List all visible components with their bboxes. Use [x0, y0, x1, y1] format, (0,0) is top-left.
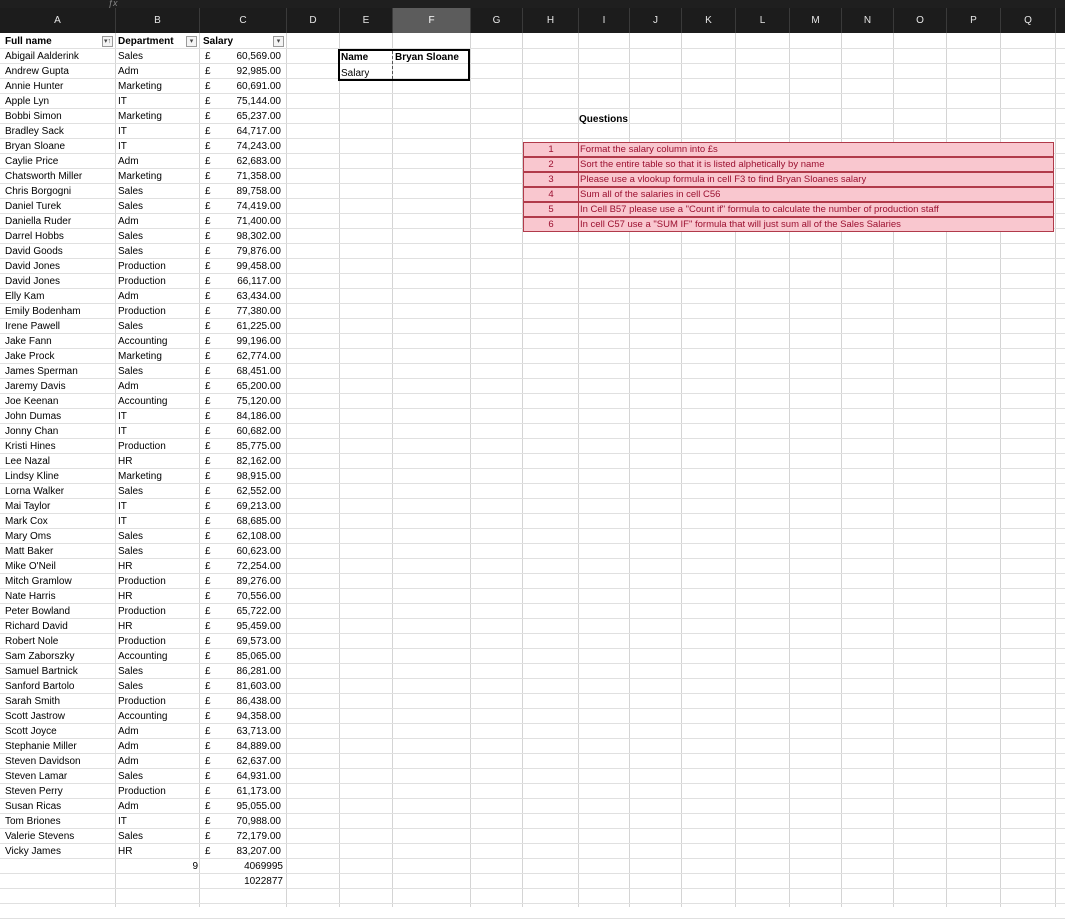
- currency-symbol: £: [205, 201, 211, 212]
- cell-salary[interactable]: 83,207.00: [236, 846, 281, 857]
- cell-full-name[interactable]: Bradley Sack: [5, 126, 64, 137]
- cell-department[interactable]: Sales: [118, 231, 144, 242]
- currency-symbol: £: [205, 186, 211, 197]
- currency-symbol: £: [205, 396, 211, 407]
- currency-symbol: £: [205, 291, 211, 302]
- cell-salary[interactable]: 61,173.00: [236, 786, 281, 797]
- cell-salary[interactable]: 65,722.00: [236, 606, 281, 617]
- cell-department[interactable]: Adm: [118, 801, 139, 812]
- cell-salary[interactable]: 70,988.00: [236, 816, 281, 827]
- currency-symbol: £: [205, 501, 211, 512]
- column-header-q[interactable]: Q: [1001, 8, 1056, 33]
- cell-full-name[interactable]: Annie Hunter: [5, 81, 64, 92]
- cell-salary[interactable]: 60,623.00: [236, 546, 281, 557]
- cell-full-name[interactable]: Susan Ricas: [5, 801, 62, 812]
- cell-salary[interactable]: 75,120.00: [236, 396, 281, 407]
- cell-salary[interactable]: 63,713.00: [236, 726, 281, 737]
- question-text: Sum all of the salaries in cell C56: [580, 189, 721, 200]
- cell-department[interactable]: Marketing: [118, 471, 162, 482]
- currency-symbol: £: [205, 216, 211, 227]
- header-department[interactable]: Department: [118, 36, 174, 47]
- currency-symbol: £: [205, 486, 211, 497]
- cell-salary[interactable]: 63,434.00: [236, 291, 281, 302]
- currency-symbol: £: [205, 261, 211, 272]
- cell-full-name[interactable]: Tom Briones: [5, 816, 61, 827]
- cell-full-name[interactable]: Steven Lamar: [5, 771, 68, 782]
- fx-icon: ƒx: [108, 0, 118, 8]
- question-row[interactable]: [523, 202, 1054, 217]
- cell-full-name[interactable]: Apple Lyn: [5, 96, 50, 107]
- cell-full-name[interactable]: Stephanie Miller: [5, 741, 77, 752]
- currency-symbol: £: [205, 231, 211, 242]
- cell-full-name[interactable]: Caylie Price: [5, 156, 59, 167]
- cell-salary[interactable]: 84,186.00: [236, 411, 281, 422]
- question-text: Please use a vlookup formula in cell F3 to find Bryan Sloanes salary: [580, 174, 867, 185]
- cell-full-name[interactable]: Kristi Hines: [5, 441, 56, 452]
- currency-symbol: £: [205, 336, 211, 347]
- cell-salary[interactable]: 62,683.00: [236, 156, 281, 167]
- cell-salary[interactable]: 62,108.00: [236, 531, 281, 542]
- cell-department[interactable]: IT: [118, 411, 127, 422]
- cell-sum-salaries[interactable]: 4069995: [244, 861, 283, 872]
- question-number: 2: [524, 158, 579, 171]
- currency-symbol: £: [205, 246, 211, 257]
- currency-symbol: £: [205, 66, 211, 77]
- question-text: In Cell B57 please use a "Count if" formula to calculate the number of production staff: [580, 204, 939, 215]
- grid-column-line: [286, 33, 287, 907]
- question-text: Format the salary column into £s: [580, 144, 718, 155]
- column-header-p[interactable]: P: [947, 8, 1001, 33]
- column-header-b[interactable]: B: [116, 8, 200, 33]
- lookup-name-value[interactable]: Bryan Sloane: [395, 52, 459, 63]
- cell-department[interactable]: Marketing: [118, 81, 162, 92]
- cell-full-name[interactable]: Scott Jastrow: [5, 711, 66, 722]
- cell-department[interactable]: Marketing: [118, 351, 162, 362]
- cell-salary[interactable]: 99,196.00: [236, 336, 281, 347]
- question-row[interactable]: [523, 142, 1054, 157]
- cell-salary[interactable]: 74,419.00: [236, 201, 281, 212]
- cell-full-name[interactable]: Robert Nole: [5, 636, 59, 647]
- column-header-m[interactable]: M: [790, 8, 842, 33]
- cell-department[interactable]: Marketing: [118, 171, 162, 182]
- cell-department[interactable]: Accounting: [118, 336, 168, 347]
- lookup-name-label: Name: [341, 52, 369, 63]
- column-header-f[interactable]: F: [393, 8, 471, 33]
- cell-salary[interactable]: 64,717.00: [236, 126, 281, 137]
- grid-row-line: [0, 903, 1065, 904]
- cell-salary[interactable]: 95,459.00: [236, 621, 281, 632]
- cell-department[interactable]: Sales: [118, 366, 144, 377]
- cell-full-name[interactable]: Valerie Stevens: [5, 831, 75, 842]
- cell-department[interactable]: Sales: [118, 201, 144, 212]
- cell-salary[interactable]: 86,438.00: [236, 696, 281, 707]
- column-header-a[interactable]: A: [0, 8, 116, 33]
- grid-column-line: [339, 33, 340, 907]
- cell-department[interactable]: Production: [118, 306, 166, 317]
- cell-department[interactable]: Production: [118, 636, 166, 647]
- cell-salary[interactable]: 72,254.00: [236, 561, 281, 572]
- cell-department[interactable]: Production: [118, 786, 166, 797]
- question-number: 6: [524, 218, 579, 231]
- cell-salary[interactable]: 89,758.00: [236, 186, 281, 197]
- cell-salary[interactable]: 74,243.00: [236, 141, 281, 152]
- currency-symbol: £: [205, 756, 211, 767]
- cell-department[interactable]: Sales: [118, 51, 144, 62]
- column-header-k[interactable]: K: [682, 8, 736, 33]
- grid-row-line: [0, 888, 1065, 889]
- cell-salary[interactable]: 98,302.00: [236, 231, 281, 242]
- cell-salary[interactable]: 62,774.00: [236, 351, 281, 362]
- currency-symbol: £: [205, 81, 211, 92]
- currency-symbol: £: [205, 666, 211, 677]
- column-header-o[interactable]: O: [894, 8, 947, 33]
- column-header-row: [0, 8, 1065, 33]
- cell-full-name[interactable]: Daniella Ruder: [5, 216, 72, 227]
- grid-column-line: [470, 33, 471, 907]
- cell-full-name[interactable]: Mary Oms: [5, 531, 52, 542]
- cell-salary[interactable]: 60,691.00: [236, 81, 281, 92]
- cell-full-name[interactable]: Emily Bodenham: [5, 306, 81, 317]
- cell-department[interactable]: IT: [118, 816, 127, 827]
- cell-full-name[interactable]: Abigail Aalderink: [5, 51, 79, 62]
- cell-department[interactable]: Sales: [118, 531, 144, 542]
- cell-full-name[interactable]: Mitch Gramlow: [5, 576, 72, 587]
- currency-symbol: £: [205, 306, 211, 317]
- cell-full-name[interactable]: Mai Taylor: [5, 501, 51, 512]
- currency-symbol: £: [205, 156, 211, 167]
- column-header-l[interactable]: L: [736, 8, 790, 33]
- cell-department[interactable]: Production: [118, 606, 166, 617]
- currency-symbol: £: [205, 846, 211, 857]
- cell-salary[interactable]: 70,556.00: [236, 591, 281, 602]
- cell-full-name[interactable]: Peter Bowland: [5, 606, 71, 617]
- cell-full-name[interactable]: Bobbi Simon: [5, 111, 62, 122]
- currency-symbol: £: [205, 786, 211, 797]
- question-row[interactable]: [523, 157, 1054, 172]
- question-number: 1: [524, 143, 579, 156]
- currency-symbol: £: [205, 726, 211, 737]
- cell-full-name[interactable]: Jonny Chan: [5, 426, 59, 437]
- currency-symbol: £: [205, 741, 211, 752]
- cell-full-name[interactable]: Chatsworth Miller: [5, 171, 83, 182]
- cell-full-name[interactable]: Darrel Hobbs: [5, 231, 64, 242]
- formula-bar: [0, 0, 1065, 8]
- cell-salary[interactable]: 64,931.00: [236, 771, 281, 782]
- currency-symbol: £: [205, 681, 211, 692]
- currency-symbol: £: [205, 141, 211, 152]
- cell-full-name[interactable]: Sam Zaborszky: [5, 651, 75, 662]
- cell-full-name[interactable]: Irene Pawell: [5, 321, 61, 332]
- cell-salary[interactable]: 66,117.00: [237, 276, 281, 287]
- grid-column-line: [1055, 33, 1056, 907]
- cell-sumif-sales[interactable]: 1022877: [244, 876, 283, 887]
- cell-full-name[interactable]: John Dumas: [5, 411, 62, 422]
- cell-department[interactable]: Accounting: [118, 711, 168, 722]
- cell-salary[interactable]: 71,358.00: [236, 171, 281, 182]
- cell-full-name[interactable]: Richard David: [5, 621, 68, 632]
- cell-salary[interactable]: 65,237.00: [236, 111, 281, 122]
- currency-symbol: £: [205, 771, 211, 782]
- currency-symbol: £: [205, 531, 211, 542]
- currency-symbol: £: [205, 801, 211, 812]
- cell-full-name[interactable]: Lindsy Kline: [5, 471, 59, 482]
- cell-salary[interactable]: 79,876.00: [236, 246, 281, 257]
- cell-department[interactable]: IT: [118, 141, 127, 152]
- cell-full-name[interactable]: Mark Cox: [5, 516, 48, 527]
- cell-department[interactable]: Sales: [118, 831, 144, 842]
- cell-department[interactable]: HR: [118, 846, 133, 857]
- cell-department[interactable]: IT: [118, 96, 127, 107]
- currency-symbol: £: [205, 651, 211, 662]
- currency-symbol: £: [205, 111, 211, 122]
- cell-salary[interactable]: 89,276.00: [236, 576, 281, 587]
- cell-department[interactable]: Adm: [118, 756, 139, 767]
- cell-salary[interactable]: 62,552.00: [236, 486, 281, 497]
- cell-salary[interactable]: 86,281.00: [236, 666, 281, 677]
- cell-salary[interactable]: 60,569.00: [236, 51, 281, 62]
- currency-symbol: £: [205, 606, 211, 617]
- cell-salary[interactable]: 98,915.00: [236, 471, 281, 482]
- cell-salary[interactable]: 61,225.00: [236, 321, 281, 332]
- cell-salary[interactable]: 81,603.00: [236, 681, 281, 692]
- cell-department[interactable]: Adm: [118, 156, 139, 167]
- cell-salary[interactable]: 65,200.00: [236, 381, 281, 392]
- cell-department[interactable]: Sales: [118, 666, 144, 677]
- cell-full-name[interactable]: Daniel Turek: [5, 201, 62, 212]
- header-salary[interactable]: Salary: [203, 36, 234, 47]
- cell-full-name[interactable]: David Jones: [5, 276, 61, 287]
- cell-department[interactable]: Adm: [118, 726, 139, 737]
- currency-symbol: £: [205, 591, 211, 602]
- currency-symbol: £: [205, 126, 211, 137]
- cell-full-name[interactable]: Sanford Bartolo: [5, 681, 75, 692]
- cell-full-name[interactable]: Lorna Walker: [5, 486, 65, 497]
- cell-salary[interactable]: 69,573.00: [236, 636, 281, 647]
- cell-department[interactable]: Production: [118, 261, 166, 272]
- cell-department[interactable]: Adm: [118, 66, 139, 77]
- cell-salary[interactable]: 71,400.00: [236, 216, 281, 227]
- currency-symbol: £: [205, 366, 211, 377]
- currency-symbol: £: [205, 516, 211, 527]
- cell-department[interactable]: HR: [118, 456, 133, 467]
- column-header-g[interactable]: G: [471, 8, 523, 33]
- cell-department[interactable]: IT: [118, 501, 127, 512]
- cell-full-name[interactable]: Samuel Bartnick: [5, 666, 78, 677]
- cell-full-name[interactable]: Lee Nazal: [5, 456, 51, 467]
- cell-department[interactable]: Sales: [118, 486, 144, 497]
- cell-full-name[interactable]: Steven Davidson: [5, 756, 81, 767]
- question-row[interactable]: [523, 172, 1054, 187]
- cell-salary[interactable]: 99,458.00: [236, 261, 281, 272]
- lookup-divider: [392, 51, 393, 79]
- cell-full-name[interactable]: Mike O'Neil: [5, 561, 56, 572]
- question-number: 3: [524, 173, 579, 186]
- cell-salary[interactable]: 92,985.00: [236, 66, 281, 77]
- cell-salary[interactable]: 94,358.00: [236, 711, 281, 722]
- column-header-j[interactable]: J: [630, 8, 682, 33]
- currency-symbol: £: [205, 51, 211, 62]
- cell-full-name[interactable]: Andrew Gupta: [5, 66, 69, 77]
- column-header-n[interactable]: N: [842, 8, 894, 33]
- cell-salary[interactable]: 72,179.00: [236, 831, 281, 842]
- cell-department[interactable]: Sales: [118, 186, 144, 197]
- cell-full-name[interactable]: David Goods: [5, 246, 63, 257]
- currency-symbol: £: [205, 321, 211, 332]
- cell-department[interactable]: Production: [118, 576, 166, 587]
- cell-full-name[interactable]: David Jones: [5, 261, 61, 272]
- currency-symbol: £: [205, 696, 211, 707]
- cell-full-name[interactable]: Chris Borgogni: [5, 186, 72, 197]
- cell-department[interactable]: Sales: [118, 771, 144, 782]
- column-header-e[interactable]: E: [340, 8, 393, 33]
- cell-department[interactable]: Adm: [118, 216, 139, 227]
- filter-button-salary[interactable]: ▾: [273, 36, 284, 47]
- currency-symbol: £: [205, 441, 211, 452]
- cell-full-name[interactable]: Jaremy Davis: [5, 381, 66, 392]
- cell-salary[interactable]: 68,685.00: [236, 516, 281, 527]
- cell-count-production[interactable]: 9: [192, 861, 198, 872]
- cell-department[interactable]: Adm: [118, 741, 139, 752]
- question-number: 4: [524, 188, 579, 201]
- cell-department[interactable]: IT: [118, 126, 127, 137]
- currency-symbol: £: [205, 276, 211, 287]
- currency-symbol: £: [205, 456, 211, 467]
- column-header-i[interactable]: I: [579, 8, 630, 33]
- currency-symbol: £: [205, 351, 211, 362]
- cell-salary[interactable]: 75,144.00: [236, 96, 281, 107]
- cell-salary[interactable]: 69,213.00: [236, 501, 281, 512]
- cell-full-name[interactable]: Joe Keenan: [5, 396, 59, 407]
- question-row[interactable]: [523, 187, 1054, 202]
- cell-department[interactable]: Sales: [118, 246, 144, 257]
- cell-full-name[interactable]: Jake Prock: [5, 351, 55, 362]
- cell-full-name[interactable]: James Sperman: [5, 366, 78, 377]
- currency-symbol: £: [205, 576, 211, 587]
- currency-symbol: £: [205, 471, 211, 482]
- grid-column-line: [199, 33, 200, 907]
- currency-symbol: £: [205, 711, 211, 722]
- cell-department[interactable]: Production: [118, 441, 166, 452]
- cell-salary[interactable]: 85,065.00: [236, 651, 281, 662]
- column-header-c[interactable]: C: [200, 8, 287, 33]
- grid-column-line: [392, 33, 393, 907]
- cell-salary[interactable]: 68,451.00: [236, 366, 281, 377]
- cell-department[interactable]: HR: [118, 591, 133, 602]
- currency-symbol: £: [205, 96, 211, 107]
- header-full-name[interactable]: Full name: [5, 36, 52, 47]
- filter-button-department[interactable]: ▾: [186, 36, 197, 47]
- questions-title: Questions: [579, 114, 628, 125]
- currency-symbol: £: [205, 381, 211, 392]
- cell-salary[interactable]: 62,637.00: [236, 756, 281, 767]
- currency-symbol: £: [205, 561, 211, 572]
- cell-salary[interactable]: 85,775.00: [236, 441, 281, 452]
- question-text: Sort the entire table so that it is listed alphetically by name: [580, 159, 825, 170]
- cell-full-name[interactable]: Elly Kam: [5, 291, 45, 302]
- cell-full-name[interactable]: Steven Perry: [5, 786, 63, 797]
- grid-column-line: [115, 33, 116, 907]
- cell-salary[interactable]: 84,889.00: [236, 741, 281, 752]
- cell-department[interactable]: Adm: [118, 381, 139, 392]
- cell-department[interactable]: Sales: [118, 681, 144, 692]
- cell-salary[interactable]: 95,055.00: [236, 801, 281, 812]
- question-text: In cell C57 use a "SUM IF" formula that will just sum all of the Sales Salaries: [580, 219, 901, 230]
- cell-department[interactable]: Sales: [118, 321, 144, 332]
- cell-salary[interactable]: 60,682.00: [236, 426, 281, 437]
- cell-salary[interactable]: 82,162.00: [236, 456, 281, 467]
- currency-symbol: £: [205, 621, 211, 632]
- column-header-d[interactable]: D: [287, 8, 340, 33]
- cell-department[interactable]: Accounting: [118, 651, 168, 662]
- currency-symbol: £: [205, 171, 211, 182]
- question-row[interactable]: [523, 217, 1054, 232]
- question-number: 5: [524, 203, 579, 216]
- cell-salary[interactable]: 77,380.00: [236, 306, 281, 317]
- cell-department[interactable]: Sales: [118, 546, 144, 557]
- currency-symbol: £: [205, 426, 211, 437]
- cell-full-name[interactable]: Jake Fann: [5, 336, 52, 347]
- cell-full-name[interactable]: Vicky James: [5, 846, 61, 857]
- column-header-h[interactable]: H: [523, 8, 579, 33]
- currency-symbol: £: [205, 411, 211, 422]
- currency-symbol: £: [205, 636, 211, 647]
- currency-symbol: £: [205, 546, 211, 557]
- currency-symbol: £: [205, 831, 211, 842]
- cell-full-name[interactable]: Nate Harris: [5, 591, 56, 602]
- cell-department[interactable]: HR: [118, 561, 133, 572]
- filter-sort-button-name[interactable]: ▾↑: [103, 38, 111, 45]
- cell-department[interactable]: Adm: [118, 291, 139, 302]
- cell-department[interactable]: Accounting: [118, 396, 168, 407]
- cell-department[interactable]: Production: [118, 696, 166, 707]
- cell-department[interactable]: IT: [118, 516, 127, 527]
- cell-department[interactable]: Marketing: [118, 111, 162, 122]
- cell-department[interactable]: Production: [118, 276, 166, 287]
- cell-full-name[interactable]: Sarah Smith: [5, 696, 61, 707]
- cell-full-name[interactable]: Scott Joyce: [5, 726, 57, 737]
- currency-symbol: £: [205, 816, 211, 827]
- cell-full-name[interactable]: Bryan Sloane: [5, 141, 66, 152]
- cell-full-name[interactable]: Matt Baker: [5, 546, 54, 557]
- cell-department[interactable]: IT: [118, 426, 127, 437]
- lookup-salary-label: Salary: [341, 68, 370, 79]
- cell-department[interactable]: HR: [118, 621, 133, 632]
